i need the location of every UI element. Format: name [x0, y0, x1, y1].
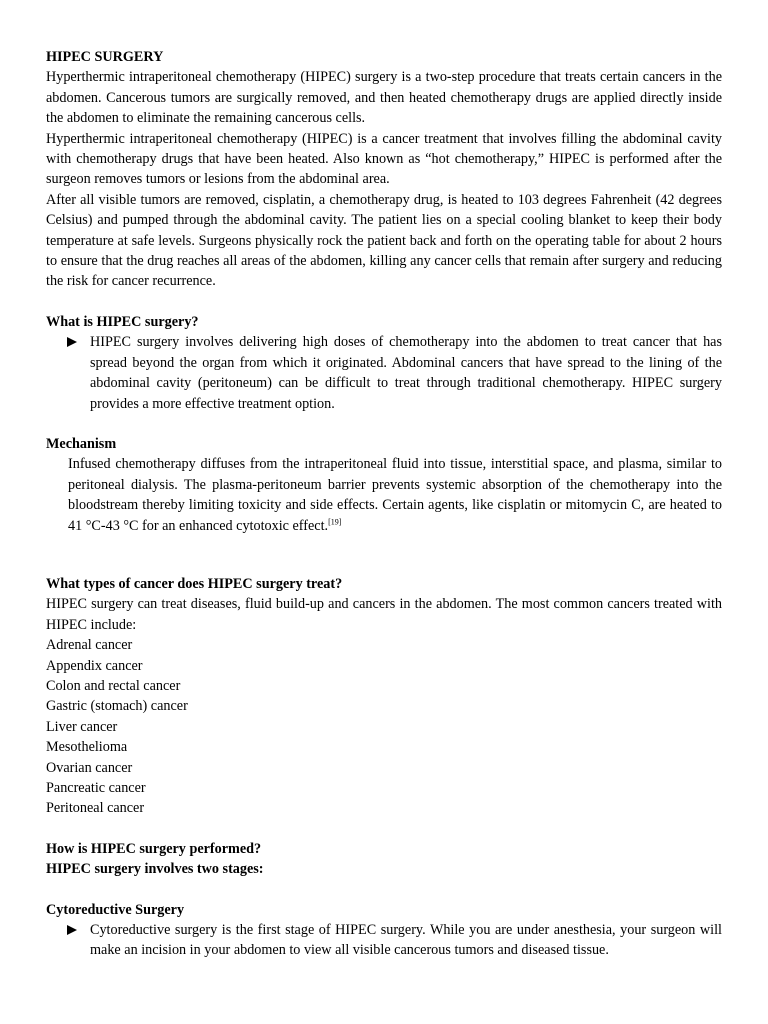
- what-is-hipec-heading: What is HIPEC surgery?: [46, 313, 199, 330]
- cancer-list: [46, 635, 722, 819]
- mechanism-heading: Mechanism: [46, 435, 117, 452]
- cytoreductive-bullet: [46, 920, 722, 961]
- cancer-list-item: Mesothelioma: [46, 739, 128, 756]
- arrow-bullet-icon: [67, 337, 77, 347]
- cancer-list-item: Pancreatic cancer: [46, 780, 146, 796]
- cancer-types-intro: HIPEC surgery can treat diseases, fluid build-up and cancers in the abdomen. The most common cancers treated with HIPEC include:: [46, 596, 722, 633]
- cytoreductive-text: Cytoreductive surgery is the first stage of HIPEC surgery. While you are under anesthesia, your surgeon will make an incision in your abdomen to view all visible cancerous tumors and diseased tissue.: [90, 922, 722, 959]
- intro-paragraph-1: Hyperthermic intraperitoneal chemotherapy (HIPEC) surgery is a two-step procedure that treats certain cancers in the abdomen. Cancerous tumors are surgically removed, and then heated chemotherapy drugs are applied directly inside the abdomen to eliminate the remaining cancerous cells.: [46, 69, 722, 127]
- mechanism-reference: [19]: [328, 516, 342, 526]
- cancer-list-item: Peritoneal cancer: [46, 800, 145, 817]
- how-performed-heading: How is HIPEC surgery performed?: [46, 840, 262, 857]
- intro-paragraph-2: Hyperthermic intraperitoneal chemotherapy (HIPEC) is a cancer treatment that involves filling the abdominal cavity with chemotherapy drugs that have been heated. Also known as “hot chemotherapy,” HIPEC is performed after the surgeon removes tumors or lesions from the abdominal area.: [46, 130, 722, 188]
- what-is-hipec-text: HIPEC surgery involves delivering high doses of chemotherapy into the abdomen to treat cancer that has spread beyond the organ from which it originated. Abdominal cancers that have spread to the lining of the abdominal cavity (peritoneum) can be difficult to treat through traditional chemotherapy. HIPEC surgery provides a more effective treatment option.: [90, 334, 722, 412]
- cancer-list-item: Gastric (stomach) cancer: [46, 698, 188, 715]
- cancer-types-heading: What types of cancer does HIPEC surgery treat?: [46, 575, 343, 592]
- cytoreductive-heading: Cytoreductive Surgery: [46, 901, 185, 918]
- mechanism-paragraph: [46, 454, 722, 536]
- cancer-list-item: Liver cancer: [46, 718, 118, 735]
- document-page: [46, 47, 722, 961]
- arrow-bullet-icon: [67, 925, 77, 935]
- cancer-list-item: Colon and rectal cancer: [46, 677, 181, 694]
- cancer-list-item: Adrenal cancer: [46, 637, 133, 654]
- two-stages-heading: HIPEC surgery involves two stages:: [46, 861, 264, 878]
- mechanism-text: Infused chemotherapy diffuses from the intraperitoneal fluid into tissue, interstitial space, and plasma, similar to peritoneal dialysis. The plasma-peritoneum barrier prevents systemic absorption of the chemotherapy into the bloodstream thereby limiting toxicity and side effects. Certain agents, like cisplatin or mitomycin C, are heated to 41 °C-43 °C for an enhanced cytotoxic effect.: [68, 456, 722, 534]
- cancer-list-item: Appendix cancer: [46, 657, 143, 674]
- cancer-list-item: Ovarian cancer: [46, 759, 133, 776]
- intro-paragraph-3: After all visible tumors are removed, cisplatin, a chemotherapy drug, is heated to 103 degrees Fahrenheit (42 degrees Celsius) and pumped through the abdominal cavity. The patient lies on a special cooling blanket to keep their body temperature at safe levels. Surgeons physically rock the patient back and forth on the operating table for about 2 hours to ensure that the drug reaches all areas of the abdomen, killing any cancer cells that remain after surgery and reducing the risk for cancer recurrence.: [46, 191, 722, 290]
- what-is-hipec-bullet: [46, 332, 722, 414]
- document-title: HIPEC SURGERY: [46, 49, 164, 65]
